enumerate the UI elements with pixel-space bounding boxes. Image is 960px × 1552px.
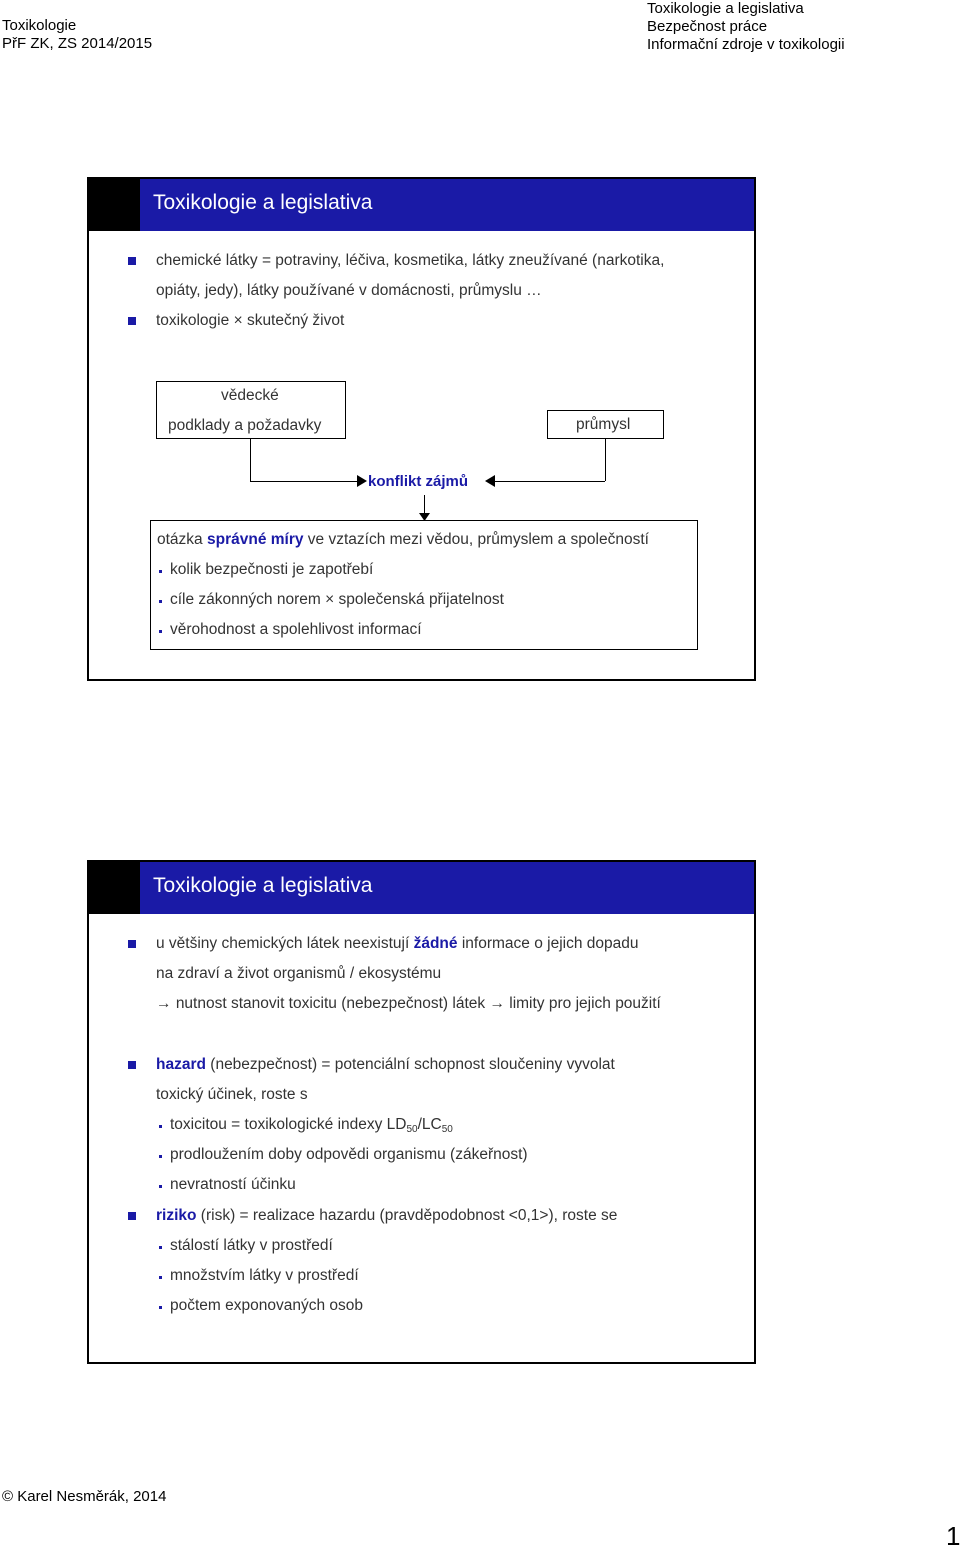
sub-bullet-icon [159,630,162,633]
sub-bullet-icon [159,600,162,603]
question-line [157,530,649,550]
question-point-1: kolik bezpečnosti je zapotřebí [170,561,374,578]
hazard-line-1 [156,1055,615,1075]
times-symbol: × [233,312,243,329]
slide-2 [87,860,756,1364]
risk-point-1: stálostí látky v prostředí [170,1237,333,1254]
slide-2-bullet-1-line-3 [156,994,661,1014]
arrow-right-icon: → [489,995,505,1012]
question-point-3: věrohodnost a spolehlivost informací [170,621,422,638]
term-real-life: skutečný život [246,312,345,329]
times-symbol: × [325,591,335,608]
term-legal-norms: cíle zákonných norem [170,591,321,608]
box-science-line-2: podklady a požadavky [168,417,322,434]
info-prefix: u většiny chemických látek neexistují [156,935,410,952]
risk-term: riziko [156,1207,197,1224]
footer-copyright: © Karel Nesměrák, 2014 [2,1488,167,1505]
hazard-term: hazard [156,1056,206,1073]
titlebar-accent [89,862,140,914]
risk-line [156,1206,617,1226]
slide-2-title: Toxikologie a legislativa [153,874,373,897]
titlebar-accent [89,179,140,231]
sub-bullet-icon [159,1155,162,1158]
hazard-point-2: prodloužením doby odpovědi organismu (zákeřnost) [170,1146,528,1163]
box-industry-label: průmysl [576,416,631,433]
arrowhead-left-icon [485,475,495,487]
arrow-right-icon: → [156,995,172,1012]
bullet-square-icon [128,1061,136,1069]
bullet-square-icon [128,1212,136,1220]
header-topic-2: Bezpečnost práce [647,18,768,35]
bullet-square-icon [128,940,136,948]
sub-bullet-icon [159,1185,162,1188]
lc-label: /LC [417,1116,442,1133]
header-right [647,0,845,54]
subscript-50: 50 [441,1124,453,1135]
hazard-line-2: toxický účinek, roste s [156,1086,308,1103]
box-science-line-1: vědecké [221,387,279,404]
arrowhead-right-icon [357,475,367,487]
slide-1-bullet-2 [156,311,344,331]
term-social-acceptance: společenská přijatelnost [338,591,504,608]
header-left [2,17,152,53]
bullet-square-icon [128,257,136,265]
connector-right-vertical [605,439,606,481]
sub-bullet-icon [159,1246,162,1249]
hazard-point-1 [170,1115,453,1140]
question-suffix: ve vztazích mezi vědou, průmyslem a společností [307,531,649,548]
bullet-square-icon [128,317,136,325]
risk-point-3: počtem exponovaných osob [170,1297,364,1314]
slide-2-bullet-1-line-2: na zdraví a život organismů / ekosystému [156,965,442,982]
slide-1-title: Toxikologie a legislativa [153,191,373,214]
connector-left-horizontal [250,481,362,482]
question-highlight: správné míry [206,531,304,548]
usage-limits: limity pro jejich použití [509,995,661,1012]
slide-1 [87,177,756,681]
slide-1-titlebar [89,179,754,231]
connector-left-vertical [250,439,251,481]
slide-1-bullet-1-line-2: opiáty, jedy), látky používané v domácnosti, průmyslu … [156,282,542,299]
sub-bullet-icon [159,1276,162,1279]
toxicity-indices: toxicitou = toxikologické indexy LD [170,1116,407,1133]
header-course: Toxikologie [2,17,77,34]
page-number: 1 [946,1521,960,1551]
slide-1-bullet-1-line-1: chemické látky = potraviny, léčiva, kosmetika, látky zneužívané (narkotika, [156,252,665,269]
header-semester: PřF ZK, ZS 2014/2015 [2,35,153,52]
hazard-definition: (nebezpečnost) = potenciální schopnost sloučeniny vyvolat [210,1056,615,1073]
question-point-2 [170,590,504,610]
sub-bullet-icon [159,1306,162,1309]
subscript-50: 50 [406,1124,418,1135]
slide-2-titlebar [89,862,754,914]
header-topic-1: Toxikologie a legislativa [647,0,804,17]
need-toxicity: nutnost stanovit toxicitu (nebezpečnost) látek [175,995,486,1012]
info-suffix: informace o jejich dopadu [461,935,639,952]
info-highlight: žádné [413,935,458,952]
slide-2-bullet-1-line-1 [156,934,638,954]
connector-right-horizontal [491,481,605,482]
risk-point-2: množstvím látky v prostředí [170,1267,359,1284]
hazard-point-3: nevratností účinku [170,1176,296,1193]
sub-bullet-icon [159,1125,162,1128]
risk-definition: (risk) = realizace hazardu (pravděpodobnost <0,1>), roste se [200,1207,618,1224]
question-prefix: otázka [157,531,203,548]
conflict-label: konflikt zájmů [368,473,469,490]
header-topic-3: Informační zdroje v toxikologii [647,36,845,53]
sub-bullet-icon [159,570,162,573]
term-toxikologie: toxikologie [156,312,230,329]
